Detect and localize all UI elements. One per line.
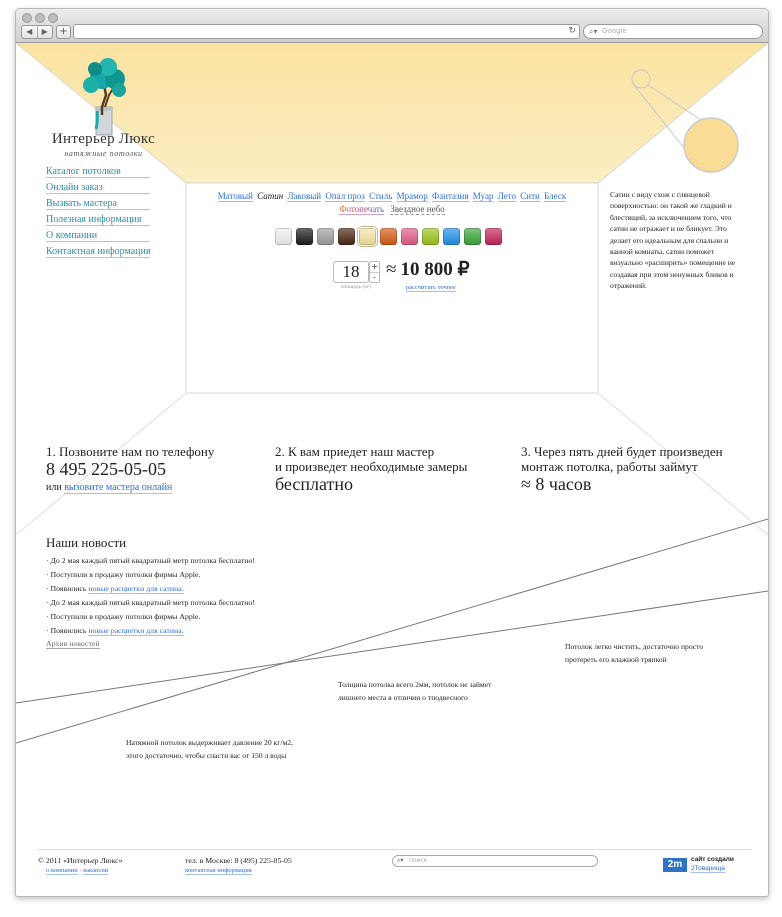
color-swatch[interactable] <box>485 228 502 245</box>
tab-satin[interactable]: Сатин <box>257 191 284 201</box>
search-icon: ⌕▾ <box>397 857 404 864</box>
reload-icon[interactable]: ↻ <box>568 26 576 36</box>
news-item-text: · Появились <box>46 584 89 593</box>
color-swatch[interactable] <box>464 228 481 245</box>
news-item <box>46 582 255 596</box>
credit-label: сайт создали <box>691 856 734 863</box>
menu-item-call-master[interactable]: Вызвать мастера <box>46 198 150 210</box>
minimize-window-icon[interactable] <box>35 13 45 23</box>
color-swatch[interactable] <box>359 228 376 245</box>
news-item-text: · До 2 мая каждый пятый квадратный метр потолка бесплатно! <box>46 598 255 607</box>
news-item <box>46 568 255 582</box>
footer-contacts-link[interactable]: контактная информация <box>185 867 252 874</box>
menu-item-online-order[interactable]: Онлайн заказ <box>46 182 150 194</box>
step-2 <box>275 444 467 495</box>
new-tab-button[interactable]: + <box>56 25 71 39</box>
browser-window <box>15 8 769 897</box>
news-item <box>46 554 255 568</box>
color-swatches <box>275 228 502 245</box>
tab-summer[interactable]: Лето <box>497 191 517 201</box>
news-archive-link[interactable]: Архив новостей <box>46 639 100 648</box>
tab-marble[interactable]: Мрамор <box>396 191 428 201</box>
color-swatch[interactable] <box>401 228 418 245</box>
step-1-text: 1. Позвоните нам по телефону <box>46 444 215 459</box>
page-content <box>16 43 768 896</box>
tab-city[interactable]: Сити <box>520 191 540 201</box>
call-master-online-link[interactable]: вызовите мастера онлайн <box>64 482 173 493</box>
news-item-link[interactable]: новые расцветки для сатина. <box>88 584 184 593</box>
step-2-free: бесплатно <box>275 474 353 494</box>
search-icon: ⌕▾ <box>589 27 598 36</box>
browser-search-input[interactable] <box>583 24 763 39</box>
fact-cleaning: Потолок легко чистить, достаточно просто протереть его влажной тряпкой <box>565 642 704 664</box>
news-item <box>46 624 255 638</box>
brand-name[interactable]: Интерьер Люкс <box>51 131 156 147</box>
history-nav <box>21 25 53 39</box>
site-credit <box>691 855 734 873</box>
tab-lacquer[interactable]: Лаковый <box>287 191 322 201</box>
satin-description: Сатин с виду схож с глянцевой поверхностью: он такой же гладкий и блестящий, за исключением того, что сатин не отражает и не бликует. Это делает его идеальным для спальни и ванной комнаты, сатин поможет визуально «расширить» помещение не создавая при этом ненужных бликов и отражений. <box>610 190 736 291</box>
news-item-text: · Поступили в продажу потолки фирмы Apple. <box>46 612 201 621</box>
credit-link[interactable]: 2Товарища <box>691 865 725 872</box>
menu-item-useful-info[interactable]: Полезная информация <box>46 214 150 226</box>
address-bar[interactable] <box>73 24 580 39</box>
footer-search-input[interactable] <box>392 855 598 867</box>
main-menu <box>46 166 150 262</box>
menu-item-about[interactable]: О компании <box>46 230 150 242</box>
news-item-link[interactable]: новые расцветки для сатина. <box>88 626 184 635</box>
increment-button[interactable]: + <box>371 262 378 271</box>
fact-thickness: Толщина потолка всего 2мм, потолок не займет лишнего места в отличии о тподвесного <box>338 680 492 702</box>
tab-opal[interactable]: Опал проз <box>325 191 365 201</box>
footer-search-placeholder: поиск <box>409 857 428 864</box>
news-list <box>46 554 255 638</box>
color-swatch[interactable] <box>317 228 334 245</box>
news-item-text: · До 2 мая каждый пятый квадратный метр потолка бесплатно! <box>46 556 255 565</box>
tab-gloss[interactable]: Блеск <box>544 191 567 201</box>
news-item <box>46 610 255 624</box>
texture-zoom-circle <box>684 118 738 172</box>
step-1-or: или <box>46 482 62 493</box>
phone-number[interactable]: 8 495 225-05-05 <box>46 459 166 479</box>
forward-arrow-icon[interactable]: ▶ <box>41 27 48 36</box>
color-swatch[interactable] <box>443 228 460 245</box>
news-title: Наши новости <box>46 535 127 550</box>
area-input[interactable]: 18 <box>333 261 369 283</box>
step-3-text-2: монтаж потолка, работы займут <box>521 459 698 474</box>
browser-toolbar <box>16 9 768 43</box>
close-window-icon[interactable] <box>22 13 32 23</box>
footer-phone: тел. в Москве: 8 (495) 225-05-05 <box>185 856 292 865</box>
color-swatch[interactable] <box>422 228 439 245</box>
footer-contacts <box>185 867 252 874</box>
step-3 <box>521 444 723 495</box>
fact-pressure: Натяжной потолок выдерживает давление 20 кг/м2, этого достаточно, чтобы спасти вас от 150 л воды <box>126 738 293 760</box>
studio-logo[interactable]: 2m <box>663 858 687 872</box>
area-unit-label: площадь (м²) <box>340 284 372 290</box>
area-stepper[interactable] <box>369 261 380 283</box>
calculate-precisely-link[interactable]: рассчитать точнее <box>406 284 456 291</box>
color-swatch[interactable] <box>275 228 292 245</box>
news-item-text: · Появились <box>46 626 89 635</box>
footer-separator: · <box>79 867 82 874</box>
menu-item-contacts[interactable]: Контактная информация <box>46 246 151 257</box>
browser-search-placeholder: Google <box>602 27 627 35</box>
menu-item-catalog[interactable]: Каталог потолков <box>46 166 150 178</box>
tab-starry-sky[interactable]: Звездное небо <box>390 204 445 214</box>
extra-options <box>186 204 598 214</box>
brand-tagline: натяжные потолки <box>64 149 143 158</box>
step-2-text-1: 2. К вам приедет наш мастер <box>275 444 435 459</box>
step-1 <box>46 444 214 495</box>
tab-style[interactable]: Стиль <box>369 191 393 201</box>
color-swatch[interactable] <box>338 228 355 245</box>
tab-fantasy[interactable]: Фантазия <box>432 191 469 201</box>
decrement-button[interactable]: - <box>373 273 376 282</box>
step-1-alt <box>46 480 214 495</box>
price-value: 10 800 ₽ <box>400 259 470 280</box>
tab-matte[interactable]: Матовый <box>217 191 253 201</box>
step-2-text-2: и произведет необходимые замеры <box>275 459 468 474</box>
color-swatch[interactable] <box>380 228 397 245</box>
back-arrow-icon[interactable]: ◀ <box>22 26 38 38</box>
footer-divider <box>38 849 751 850</box>
color-swatch[interactable] <box>296 228 313 245</box>
tab-photo-print[interactable]: Фотопечать <box>339 204 385 214</box>
news-item <box>46 596 255 610</box>
footer-company-links <box>46 867 108 874</box>
footer-jobs-link[interactable]: вакансии <box>83 867 109 874</box>
price-display <box>386 258 470 281</box>
tab-moire[interactable]: Муар <box>472 191 494 201</box>
step-3-text-1: 3. Через пять дней будет произведен <box>521 444 723 459</box>
news-item-text: · Поступили в продажу потолки фирмы Apple. <box>46 570 201 579</box>
logo-tree-icon <box>78 55 130 137</box>
step-3-duration: ≈ 8 часов <box>521 474 592 494</box>
zoom-window-icon[interactable] <box>48 13 58 23</box>
approx-sign: ≈ <box>386 259 397 280</box>
footer-copyright: © 2011 «Интерьер Люкс» <box>38 856 123 865</box>
ceiling-type-tabs <box>186 191 598 201</box>
footer-about-link[interactable]: о компании <box>46 867 78 874</box>
